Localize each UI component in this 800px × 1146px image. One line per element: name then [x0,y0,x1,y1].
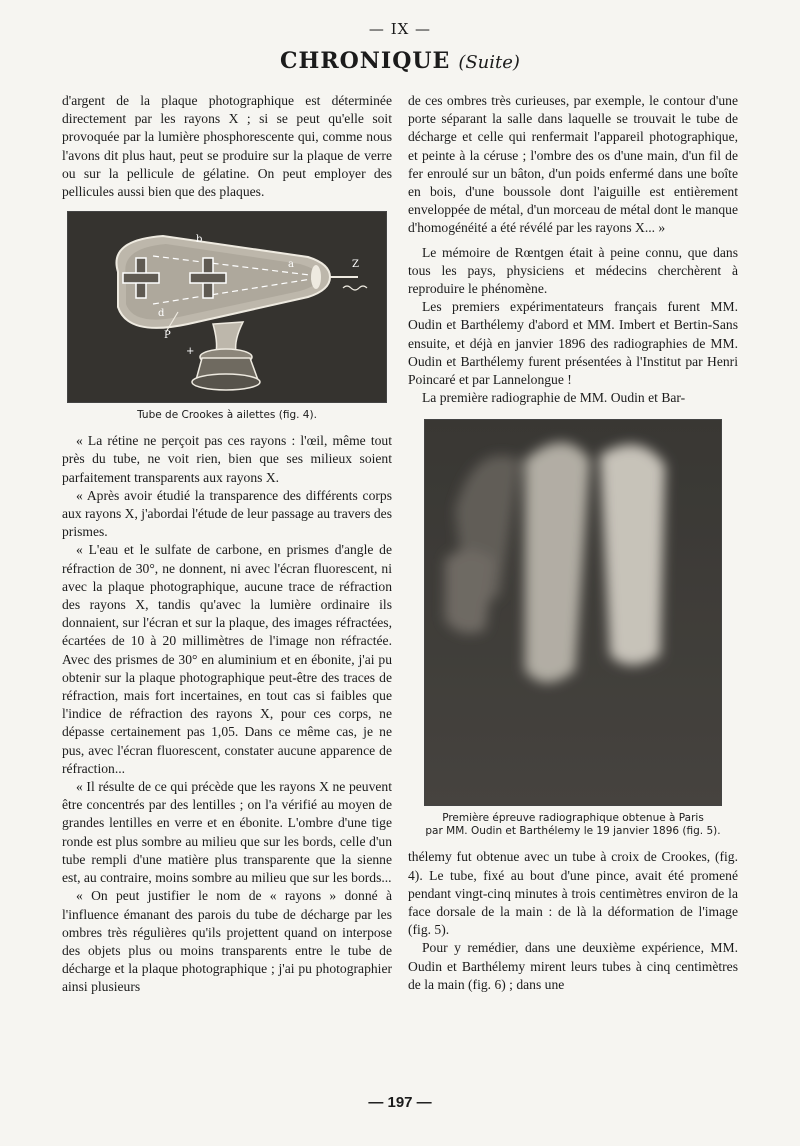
left-paragraph-5: « Il résulte de ce qui précède que les rayons X ne peuvent être concentrés par des lentilles ; on l'a vérifié au moyen de grandes lentilles en verre et en ébonite. L'ombre d'une tige ronde est plus sombre au milieu que sur les bords, celle d'un tube rempli d'une matière plus transparente que la sienne est, au contraire, moins sombre au milieu que sur les bords... [62,779,392,886]
fig4-label-plus: + [186,346,195,358]
fig5-caption [408,812,738,838]
x-ray-hand-photograph [425,420,721,805]
header-title: CHRONIQUE [280,48,451,74]
left-column [62,92,392,997]
right-paragraph-3: Les premiers expérimentateurs français furent MM. Oudin et Barthélemy d'abord et MM. Imbert et Bertin-Sans ensuite, et déjà en janvier 1896 des radiographies de MM. Oudin et Barthélemy furent présentées à l'Institut par Henri Poincaré et par Lannelongue ! [408,299,738,388]
fig4-caption: Tube de Crookes à ailettes (fig. 4). [137,409,317,422]
left-paragraph-1: d'argent de la plaque photographique est déterminée directement par les rayons X ; si se peut qu'elle soit provoquée par la lumière phosphorescente qui, comme nous l'avons dit plus haut, peut se produire sur la plaque de verre ou sur la pellicule de gélatine. On peut employer des pellicules aussi bien que des plaques. [62,93,392,200]
right-paragraph-4: La première radiographie de MM. Oudin et Bar- [422,390,686,406]
xray-figure [424,419,722,806]
fig4-label-z: Z [352,259,359,271]
fig5-caption-line-2: par MM. Oudin et Barthélemy le 19 janvier 1896 (fig. 5). [425,825,721,838]
header-subtitle: (Suite) [458,52,520,73]
crookes-tube-figure [67,211,387,403]
right-column [408,92,738,994]
fig4-label-a: a [288,259,294,271]
right-paragraph-2: Le mémoire de Rœntgen était à peine connu, que dans tous les pays, physiciens et médecins cherchèrent à reproduire le phénomène. [408,244,738,297]
fig5-caption-line-1: Première épreuve radiographique obtenue à Paris [442,812,704,825]
page-number-top: — IX — [368,20,432,38]
left-paragraph-2: « La rétine ne perçoit pas ces rayons : l'œil, même tout près du tube, ne voit rien, bien que ses milieux soient parfaitement transparents aux rayons X. [62,433,392,485]
page-header [0,48,800,74]
right-paragraph-1: de ces ombres très curieuses, par exemple, le contour d'une porte séparant la salle dans laquelle se trouvait le tube de décharge et celle qui renfermait l'appareil photographique, et peinte à la céruse ; l'ombre des os d'une main, d'un fil de fer enroulé sur un bâton, d'un poids enfermé dans une boîte en bois, d'une boussole dont l'aiguille est entièrement enveloppée de métal, d'un morceau de métal dont le manque d'homogénéité a été révélé par les rayons X... » [408,93,738,236]
page-number-bottom: — 197 — [368,1094,432,1111]
crookes-tube-illustration [68,212,386,402]
right-paragraph-5: thélemy fut obtenue avec un tube à croix de Crookes, (fig. 4). Le tube, fixé au bout d'une pince, avait été promené pendant vingt-cinq minutes à trois centimètres environ de la face dorsale de la main : de là la déformation de l'image (fig. 5). [408,849,738,938]
left-paragraph-3: « Après avoir étudié la transparence des différents corps aux rayons X, j'abordai l'étude de leur passage au travers des prismes. [62,487,392,540]
fig4-label-p: P [164,330,171,342]
right-paragraph-6: Pour y remédier, dans une deuxième expérience, MM. Oudin et Barthélemy mirent leurs tubes à cinq centimètres de la main (fig. 6) ; dans une [408,940,738,992]
left-paragraph-4: « L'eau et le sulfate de carbone, en prismes d'angle de réfraction de 30°, ne donnent, ni avec l'écran fluorescent, ni avec la plaque photographique, aucune trace de réfraction des rayons X, tandis qu'avec la lumière ordinaire ils donnaient, sur l'écran et sur la plaque, des images réfractées, écartées de 10 à 20 millimètres de l'image non réfractée. Avec des prismes de 30° en aluminium et en ébonite, j'ai pu obtenir sur la plaque photographique peut-être des traces de réfraction, mais fort incertaines, en tout cas si faibles que l'indice de réfraction des rayons X, pour ces corps, ne dépasse certainement pas 1,05. Dans ce même cas, je ne pus, avec l'écran fluorescent, constater aucune apparence de réfraction... [62,542,392,776]
fig4-label-d: d [158,308,165,320]
left-paragraph-6: « On peut justifier le nom de « rayons » donné à l'influence émanant des parois du tube de décharge par les ombres très régulières qu'ils projettent quand on interpose des objets plus ou moins transparents entre le tube de décharge et la plaque photographique ; j'ai pu photographier ainsi plusieurs [62,888,392,995]
fig4-label-b: b [196,234,203,246]
